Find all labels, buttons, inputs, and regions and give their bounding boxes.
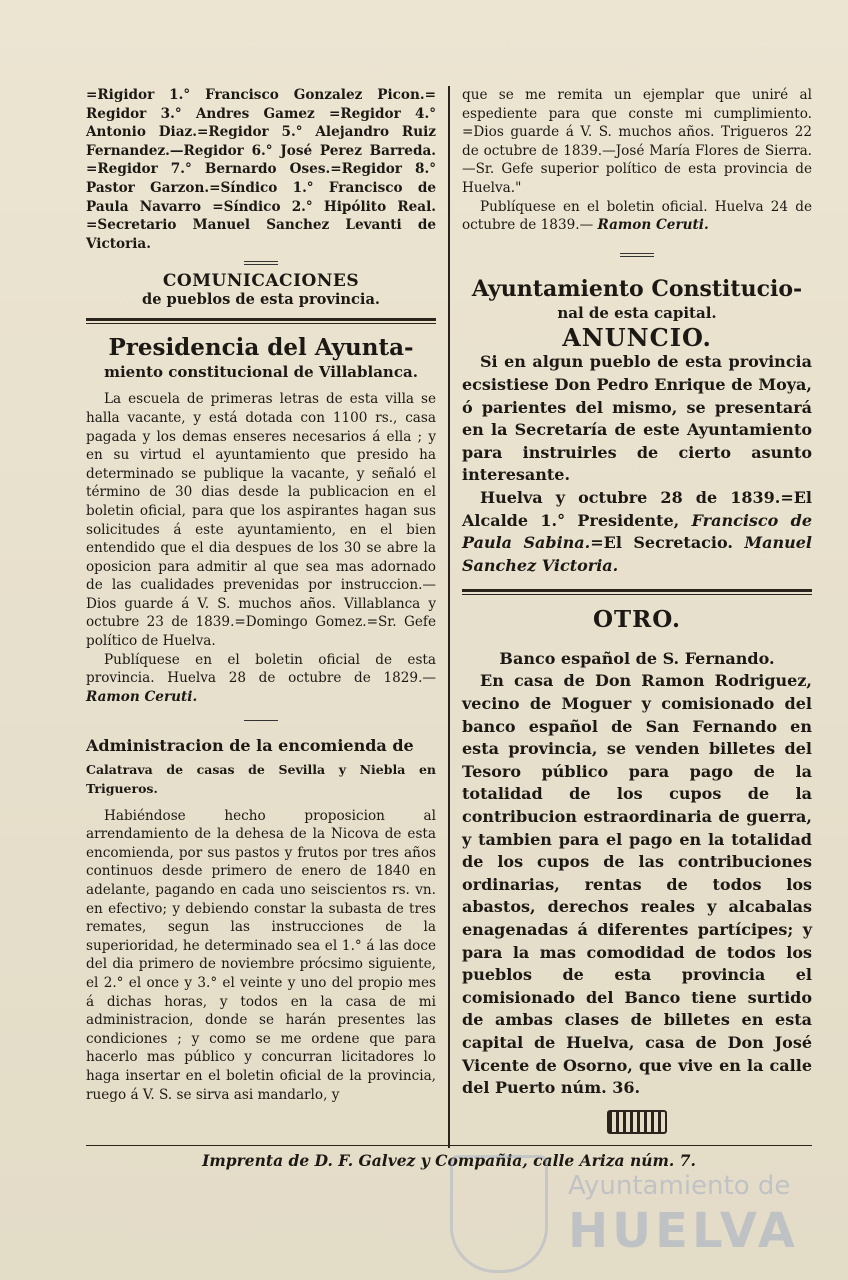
watermark bbox=[440, 1155, 840, 1275]
banco-text: En casa de Don Ramon Rodriguez, vecino de Moguer y comisionado del banco español de San Fernando en esta provincia, se venden billetes del Tesoro público para pago de la totalidad de los cupos de la contribucion estraordinaria de guerra, y tambien para el pago en la totalidad de los cupos de las contribuciones ordinarias, rentas de todos los abastos, derechos reales y alcabalas enagenadas á diferentes partícipes; y para la mas comodidad de todos los pueblos de esta provincia el comisionado del Banco tiene surtido de ambas clases de billetes en esta capital de Huelva, casa de Don José Vicente de Osorno, que vive en la calle del Puerto núm. 36. bbox=[462, 671, 812, 1098]
anuncio-text: Si en algun pueblo de esta provincia ecsistiese Don Pedro Enrique de Moya, ó parientes del mismo, se presentará en la Secretaría de este Ayuntamiento para instruirles de cierto asunto interesante. bbox=[462, 352, 812, 485]
ornament-icon bbox=[607, 1110, 667, 1134]
banco-title: Banco español de S. Fernando. bbox=[499, 648, 775, 668]
footer-rule bbox=[86, 1145, 812, 1146]
admin-notice: Habiéndose hecho proposicion al arrendamiento de la dehesa de la Nicova de esta encomienda, por sus pastos y frutos por tres años continuos desde primero de enero de 1840 en adelante, pagando en cada uno seiscientos rs. vn. en efectivo; y debiendo constar la subasta de tres remates, segun las instrucciones de la superioridad, he determinado sea el 1.° á las doce del dia primero de noviembre prócsimo siguiente, el 2.° el once y 3.° el veinte y uno del propio mes á dichas horas, y todos en la casa de mi administracion, donde se harán presentes las condiciones ; y como se me ordene que para hacerlo mas público y concurran licitadores lo haga insertar en el boletin oficial de la provincia, ruego á V. S. se sirva asi mandarlo, y bbox=[86, 807, 436, 1103]
anuncio-signatures: Huelva y octubre 28 de 1839.=El Alcalde 1.° Presidente, Francisco de Paula Sabina.=El Secretacio. Manuel Sanchez Victoria. bbox=[462, 487, 813, 575]
comunicaciones-subtitle: de pueblos de esta provincia. bbox=[141, 291, 381, 309]
secretario-name: Manuel Sanchez Victoria. bbox=[462, 533, 813, 575]
alcalde-name: Francisco de Paula Sabina. bbox=[462, 510, 812, 553]
shield-icon bbox=[450, 1155, 548, 1273]
otro-title: OTRO. bbox=[593, 606, 681, 634]
anuncio-title: ANUNCIO. bbox=[562, 322, 712, 352]
comunicaciones-title: COMUNICACIONES bbox=[162, 271, 360, 292]
ayuntamiento-title: Ayuntamiento Constitucio- bbox=[471, 275, 803, 302]
double-rule bbox=[462, 589, 812, 595]
right-column bbox=[462, 86, 812, 1134]
left-signature: Ramon Ceruti. bbox=[86, 688, 198, 705]
escuela-notice: La escuela de primeras letras de esta villa se halla vacante, y está dotada con 1100 rs., casa pagada y los demas enseres necesarios á ella ; y en su virtud el ayuntamiento que presido ha determinado se publique la vacante, y señaló el término de 30 dias desde la publicacion en el boletin oficial, para que los aspirantes hagan sus solicitudes á este ayuntamiento, en el bien entendido que el dia despues de los 30 se abre la oposicion para admitir al que sea mas adornado de las cualidades prevenidas por instruccion.—Dios guarde á V. S. muchos años. Villablanca y octubre 23 de 1839.=Domingo Gomez.=Sr. Gefe político de Huelva. bbox=[86, 391, 436, 650]
watermark-line1: Ayuntamiento de bbox=[568, 1171, 791, 1201]
admin-subtitle: Calatrava de casas de Sevilla y Niebla en Trigueros. bbox=[86, 762, 436, 797]
presidencia-title: Presidencia del Ayunta- bbox=[108, 334, 414, 362]
banco-block bbox=[462, 648, 812, 1100]
council-list: =Rigidor 1.° Francisco Gonzalez Picon.= Regidor 3.° Andres Gamez =Regidor 4.° Antonio Diaz.=Regidor 5.° Alejandro Ruiz Fernandez.—Regidor 6.° José Perez Barreda. =Regidor 7.° Bernardo Oses.=Regidor 8.° Pastor Garzon.=Síndico 1.° Francisco de Paula Navarro =Síndico 2.° Hipólito Real. =Secretario Manuel Sanchez Levanti de Victoria. bbox=[86, 87, 436, 252]
ayuntamiento-subtitle: nal de esta capital. bbox=[557, 303, 717, 322]
double-rule bbox=[86, 318, 436, 324]
column-divider bbox=[448, 86, 450, 1148]
separator bbox=[620, 253, 654, 257]
separator bbox=[244, 720, 278, 721]
separator bbox=[244, 261, 278, 265]
right-signature: Ramon Ceruti. bbox=[597, 217, 709, 234]
watermark-line2: HUELVA bbox=[568, 1203, 799, 1259]
presidencia-subtitle: miento constitucional de Villablanca. bbox=[104, 363, 418, 382]
right-publiquese: Publíquese en el boletin oficial. Huelva 24 de octubre de 1839.— Ramon Ceruti. bbox=[462, 198, 812, 234]
admin-title: Administracion de la encomienda de bbox=[86, 736, 414, 756]
left-column bbox=[86, 86, 436, 1104]
left-publiquese: Publíquese en el boletin oficial de esta provincia. Huelva 28 de octubre de 1829.— Ramon Ceruti. bbox=[86, 651, 436, 705]
anuncio-block bbox=[462, 351, 812, 577]
imprint-footer: Imprenta de D. F. Galvez y Compañia, calle Ariza núm. 7. bbox=[202, 1151, 696, 1170]
trigueros-continuation: que se me remita un ejemplar que uniré al espediente para que conste mi cumplimiento. =Dios guarde á V. S. muchos años. Trigueros 22 de octubre de 1839.—José María Flores de Sierra.—Sr. Gefe superior político de esta provincia de Huelva." bbox=[462, 87, 812, 196]
